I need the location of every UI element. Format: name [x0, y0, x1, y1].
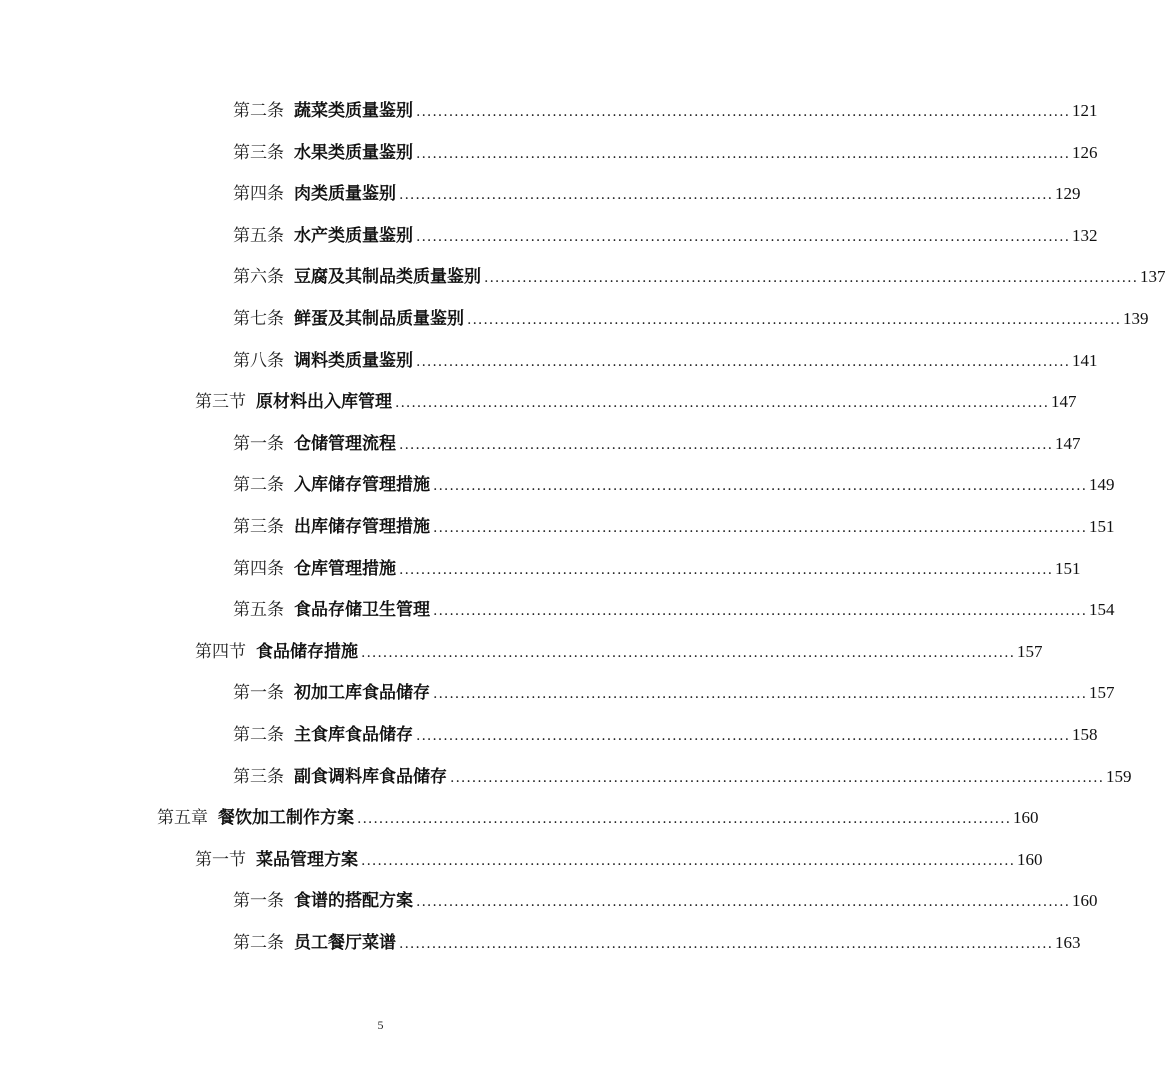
toc-entry[interactable] — [195, 640, 1043, 664]
toc-leader-dots: ........................................................................................................................ — [416, 229, 1071, 245]
toc-entry[interactable] — [233, 99, 1098, 123]
toc-entry-number: 第八条 — [233, 351, 284, 371]
toc-leader-dots: ........................................................................................................................ — [399, 437, 1054, 453]
toc-leader-dots: ........................................................................................................................ — [416, 104, 1071, 120]
toc-entry-page: 139 — [1123, 309, 1149, 328]
toc-leader-dots: ........................................................................................................................ — [433, 686, 1088, 702]
toc-entry-number: 第四条 — [233, 559, 284, 579]
toc-entry-title: 餐饮加工制作方案 — [218, 808, 354, 828]
toc-entry-title: 原材料出入库管理 — [256, 392, 392, 412]
toc-entry-number: 第六条 — [233, 267, 284, 287]
toc-entry[interactable] — [233, 141, 1098, 165]
toc-leader-dots: ........................................................................................................................ — [467, 312, 1122, 328]
toc-entry[interactable] — [233, 473, 1115, 497]
toc-entry-title: 水产类质量鉴别 — [294, 226, 413, 246]
toc-entry-page: 147 — [1055, 434, 1081, 453]
toc-entry-title: 初加工库食品储存 — [294, 683, 430, 703]
toc-entry-page: 147 — [1051, 392, 1077, 411]
toc-entry-number: 第三条 — [233, 767, 284, 787]
toc-entry-page: 151 — [1055, 559, 1081, 578]
toc-leader-dots: ........................................................................................................................ — [433, 478, 1088, 494]
toc-entry-page: 157 — [1017, 642, 1043, 661]
toc-entry-number: 第二条 — [233, 933, 284, 953]
toc-entry[interactable] — [233, 432, 1081, 456]
toc-entry-number: 第三条 — [233, 143, 284, 163]
toc-leader-dots: ........................................................................................................................ — [416, 354, 1071, 370]
toc-entry[interactable] — [233, 224, 1098, 248]
toc-entry[interactable] — [157, 806, 1039, 830]
toc-entry[interactable] — [233, 515, 1115, 539]
toc-entry-title: 蔬菜类质量鉴别 — [294, 101, 413, 121]
toc-entry-page: 141 — [1072, 351, 1098, 370]
toc-entry-title: 肉类质量鉴别 — [294, 184, 396, 204]
toc-entry-number: 第三条 — [233, 517, 284, 537]
toc-leader-dots: ........................................................................................................................ — [416, 146, 1071, 162]
toc-entry[interactable] — [195, 848, 1043, 872]
toc-leader-dots: ........................................................................................................................ — [361, 645, 1016, 661]
toc-entry-title: 副食调料库食品储存 — [294, 767, 447, 787]
toc-entry-page: 158 — [1072, 725, 1098, 744]
toc-entry-number: 第四节 — [195, 642, 246, 662]
page-number: 5 — [377, 1018, 384, 1032]
toc-entry-page: 149 — [1089, 475, 1115, 494]
toc-leader-dots: ........................................................................................................................ — [399, 936, 1054, 952]
toc-leader-dots: ........................................................................................................................ — [433, 520, 1088, 536]
toc-entry-title: 水果类质量鉴别 — [294, 143, 413, 163]
toc-leader-dots: ........................................................................................................................ — [357, 811, 1012, 827]
toc-entry-number: 第五条 — [233, 600, 284, 620]
toc-entry[interactable] — [233, 931, 1081, 955]
toc-entry-number: 第一条 — [233, 683, 284, 703]
toc-entry-page: 121 — [1072, 101, 1098, 120]
toc-entry-number: 第一条 — [233, 891, 284, 911]
toc-entry-title: 出库储存管理措施 — [294, 517, 430, 537]
toc-entry[interactable] — [233, 681, 1115, 705]
toc-entry-page: 132 — [1072, 226, 1098, 245]
toc-entry[interactable] — [233, 265, 1166, 289]
toc-entry-number: 第一节 — [195, 850, 246, 870]
toc-entry-page: 160 — [1013, 808, 1039, 827]
toc-entry-page: 126 — [1072, 143, 1098, 162]
toc-entry-page: 151 — [1089, 517, 1115, 536]
toc-entry-number: 第二条 — [233, 725, 284, 745]
toc-leader-dots: ........................................................................................................................ — [416, 894, 1071, 910]
toc-entry-title: 员工餐厅菜谱 — [294, 933, 396, 953]
toc-leader-dots: ........................................................................................................................ — [399, 562, 1054, 578]
toc-entry-page: 129 — [1055, 184, 1081, 203]
toc-entry[interactable] — [233, 307, 1149, 331]
toc-leader-dots: ........................................................................................................................ — [433, 603, 1088, 619]
toc-entry-title: 主食库食品储存 — [294, 725, 413, 745]
toc-entry[interactable] — [233, 598, 1115, 622]
toc-entry-number: 第三节 — [195, 392, 246, 412]
toc-entry[interactable] — [233, 889, 1098, 913]
toc-leader-dots: ........................................................................................................................ — [450, 770, 1105, 786]
toc-entry[interactable] — [233, 349, 1098, 373]
toc-entry-page: 160 — [1017, 850, 1043, 869]
toc-entry-number: 第七条 — [233, 309, 284, 329]
toc-entry-title: 仓储管理流程 — [294, 434, 396, 454]
toc-entry-page: 160 — [1072, 891, 1098, 910]
toc-entry[interactable] — [233, 723, 1098, 747]
toc-entry-number: 第二条 — [233, 101, 284, 121]
toc-leader-dots: ........................................................................................................................ — [361, 853, 1016, 869]
toc-entry-number: 第五章 — [157, 808, 208, 828]
toc-entry[interactable] — [195, 390, 1077, 414]
toc-entry-title: 食谱的搭配方案 — [294, 891, 413, 911]
toc-entry-page: 163 — [1055, 933, 1081, 952]
toc-entry-title: 食品储存措施 — [256, 642, 358, 662]
toc-entry-page: 137 — [1140, 267, 1166, 286]
toc-leader-dots: ........................................................................................................................ — [416, 728, 1071, 744]
toc-leader-dots: ........................................................................................................................ — [399, 187, 1054, 203]
toc-entry-number: 第四条 — [233, 184, 284, 204]
toc-entry-page: 154 — [1089, 600, 1115, 619]
toc-entry-title: 豆腐及其制品类质量鉴别 — [294, 267, 481, 287]
toc-entry-title: 仓库管理措施 — [294, 559, 396, 579]
toc-entry-number: 第二条 — [233, 475, 284, 495]
toc-leader-dots: ........................................................................................................................ — [395, 395, 1050, 411]
toc-entry-title: 入库储存管理措施 — [294, 475, 430, 495]
toc-entry[interactable] — [233, 182, 1081, 206]
toc-entry-title: 菜品管理方案 — [256, 850, 358, 870]
toc-entry-title: 食品存储卫生管理 — [294, 600, 430, 620]
toc-entry[interactable] — [233, 557, 1081, 581]
toc-entry-page: 159 — [1106, 767, 1132, 786]
toc-leader-dots: ........................................................................................................................ — [484, 270, 1139, 286]
toc-entry-page: 157 — [1089, 683, 1115, 702]
toc-entry-title: 调料类质量鉴别 — [294, 351, 413, 371]
toc-entry-number: 第一条 — [233, 434, 284, 454]
toc-entry-number: 第五条 — [233, 226, 284, 246]
toc-entry-title: 鲜蛋及其制品质量鉴别 — [294, 309, 464, 329]
toc-entry[interactable] — [233, 765, 1132, 789]
